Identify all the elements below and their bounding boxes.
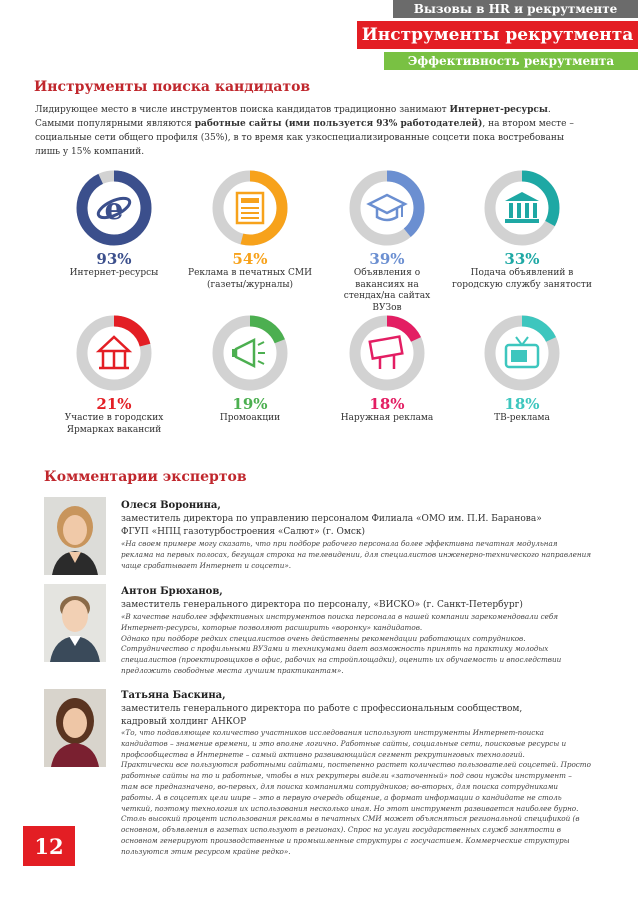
donut-chart bbox=[484, 170, 560, 246]
header-main-bar bbox=[357, 21, 638, 49]
billboard-icon bbox=[370, 337, 402, 369]
donut-caption: Участие в городских Ярмарках вакансий bbox=[64, 413, 164, 435]
tv-icon bbox=[506, 337, 538, 367]
carousel-tent-icon bbox=[99, 337, 129, 368]
svg-text:e: e bbox=[104, 192, 124, 227]
donut-percent: 33% bbox=[504, 250, 540, 268]
expert-quote bbox=[121, 728, 591, 858]
expert-photo-voronina bbox=[44, 497, 106, 575]
header-top-label: Вызовы в HR и рекрутменте bbox=[413, 2, 618, 16]
expert-role bbox=[121, 513, 591, 539]
expert-quote-paragraph: «На своем примере могу сказать, что при подборе рабочего персонала более эффективна печатная модульная реклама на первых полосах, бегущая строка на телевидении, для специалистов инженерно-технического направления чаще срабатывает Интернет и соцсети». bbox=[121, 539, 591, 570]
donut-chart bbox=[212, 315, 288, 391]
page-number: 12 bbox=[23, 826, 75, 866]
expert-role-line: заместитель генерального директора по персоналу, «ВИСКО» (г. Санкт-Петербург) bbox=[121, 600, 523, 610]
expert-quote bbox=[121, 539, 591, 571]
donut-caption: ТВ-реклама bbox=[494, 413, 550, 423]
expert-role-line: кадровый холдинг АНКОР bbox=[121, 717, 247, 727]
internet-explorer-icon bbox=[96, 192, 133, 227]
tools-intro-paragraph bbox=[35, 103, 575, 159]
donut-chart bbox=[484, 315, 560, 391]
newspaper-icon bbox=[237, 193, 263, 223]
donut-chart bbox=[349, 315, 425, 391]
donut-caption: Наружная реклама bbox=[340, 413, 434, 423]
donut-caption: Реклама в печатных СМИ (газеты/журналы) bbox=[188, 268, 312, 290]
megaphone-icon bbox=[232, 340, 265, 366]
donut-percent: 21% bbox=[96, 395, 132, 413]
expert-quote bbox=[121, 612, 591, 677]
expert-quote-paragraph: «То, что подавляющее количество участников исследования используют инструменты Интернет-поиска кандидатов – знамение времени, и это вполне логично. Работные сайты, социальные сети, поисковые ресурсы и профсообщества в Интернете – самый активно развивающийся сегмент рекрутинговых технологий. bbox=[121, 728, 567, 759]
donut-percent: 19% bbox=[232, 395, 268, 413]
donut-percent: 18% bbox=[369, 395, 405, 413]
intro-part: . Самыми популярными являются bbox=[35, 105, 551, 129]
tools-section-title: Инструменты поиска кандидатов bbox=[34, 79, 311, 95]
intro-highlight: Интернет-ресурсы bbox=[449, 105, 548, 115]
expert-role bbox=[121, 599, 591, 612]
expert-quote-paragraph: Практически все пользуются работными сайтами, постепенно растет количество пользователей соцсетей. Просто работные сайты на то и работные, чтобы в них рекрутеры видели «заточенный» под свои нужды инструмент – там все предназначено, во-первых, для поиска компаниями сотрудников; во-вторых, для поиска сотрудниками работы. А в соцсетях цели шире – это в первую очередь общение, а формат информации о кандидате не столь четкий, поэтому технология их использования несколько иная. Но этот инструмент развивается наиболее бурно. bbox=[121, 760, 591, 813]
donut-caption: Объявления о вакансиях на стендах/на сайтах ВУЗов bbox=[343, 268, 431, 313]
expert-name: Антон Брюханов, bbox=[121, 586, 223, 597]
donut-percent: 18% bbox=[504, 395, 540, 413]
donut-percent: 39% bbox=[369, 250, 405, 268]
header-sub-bar bbox=[384, 52, 638, 70]
header-main-label: Инструменты рекрутмента bbox=[361, 25, 634, 45]
expert-name: Татьяна Баскина, bbox=[121, 690, 226, 701]
donut-caption: Интернет-ресурсы bbox=[69, 268, 159, 278]
intro-part: , на втором месте – социальные сети общего профиля (35%), в то время как узкоспециализированные соцсети пока востребованы лишь у 15% компаний. bbox=[35, 119, 574, 157]
expert-name: Олеся Воронина, bbox=[121, 500, 221, 511]
expert-role bbox=[121, 703, 591, 729]
expert-role-line: заместитель директора по управлению персоналом Филиала «ОМО им. П.И. Баранова» bbox=[121, 514, 542, 524]
donut-chart bbox=[349, 170, 425, 246]
expert-role-line: ФГУП «НПЦ газотурбостроения «Салют» (г. Омск) bbox=[121, 527, 366, 537]
expert-role-line: заместитель генерального директора по работе с профессиональным сообществом, bbox=[121, 704, 523, 714]
expert-quote-paragraph: «В качестве наиболее эффективных инструментов поиска персонала в нашей компании зарекомендовали себя Интернет-ресурсы, которые позволяют расширить «воронку» кандидатов. bbox=[121, 612, 559, 632]
donut-caption: Промоакции bbox=[219, 413, 281, 423]
expert-quote-paragraph: Столь высокий процент использования рекламы в печатных СМИ может объясняться региональной спецификой (в основном, объявления в газетах используют в регионах). Спрос на услуги государственных служб занятости в основном генерируют производственные и промышленные структуры с госучастием. Коммерческие структуры пользуются этим ресурсом крайне редко». bbox=[121, 814, 580, 856]
donut-chart bbox=[76, 315, 152, 391]
graduation-cap-icon bbox=[369, 195, 405, 220]
donut-percent: 93% bbox=[96, 250, 132, 268]
intro-highlight: работные сайты (ими пользуется 93% работодателей) bbox=[194, 119, 483, 129]
header-sub-label: Эффективность рекрутмента bbox=[407, 54, 615, 68]
government-building-icon bbox=[505, 192, 539, 223]
expert-photo-bryukhanov bbox=[44, 584, 106, 662]
donut-caption: Подача объявлений в городскую службу занятости bbox=[452, 268, 592, 290]
donut-chart bbox=[212, 170, 288, 246]
header-top-bar bbox=[393, 0, 638, 18]
experts-section-title: Комментарии экспертов bbox=[44, 469, 247, 485]
expert-quote-paragraph: Однако при подборе редких специалистов очень действенны рекомендации работающих сотрудников. Сотрудничество с профильными ВУЗами и техникумами дает возможность принять на практику молодых специалистов (проектировщиков в офис, рабочих на стройплощадки), оценить их обучаемость и впоследствии предложить свободные места лучшим практикантам». bbox=[121, 633, 562, 675]
donut-chart bbox=[76, 170, 152, 246]
intro-part: Лидирующее место в числе инструментов поиска кандидатов традиционно занимают bbox=[35, 105, 450, 115]
expert-photo-baskina bbox=[44, 689, 106, 767]
donut-percent: 54% bbox=[232, 250, 268, 268]
